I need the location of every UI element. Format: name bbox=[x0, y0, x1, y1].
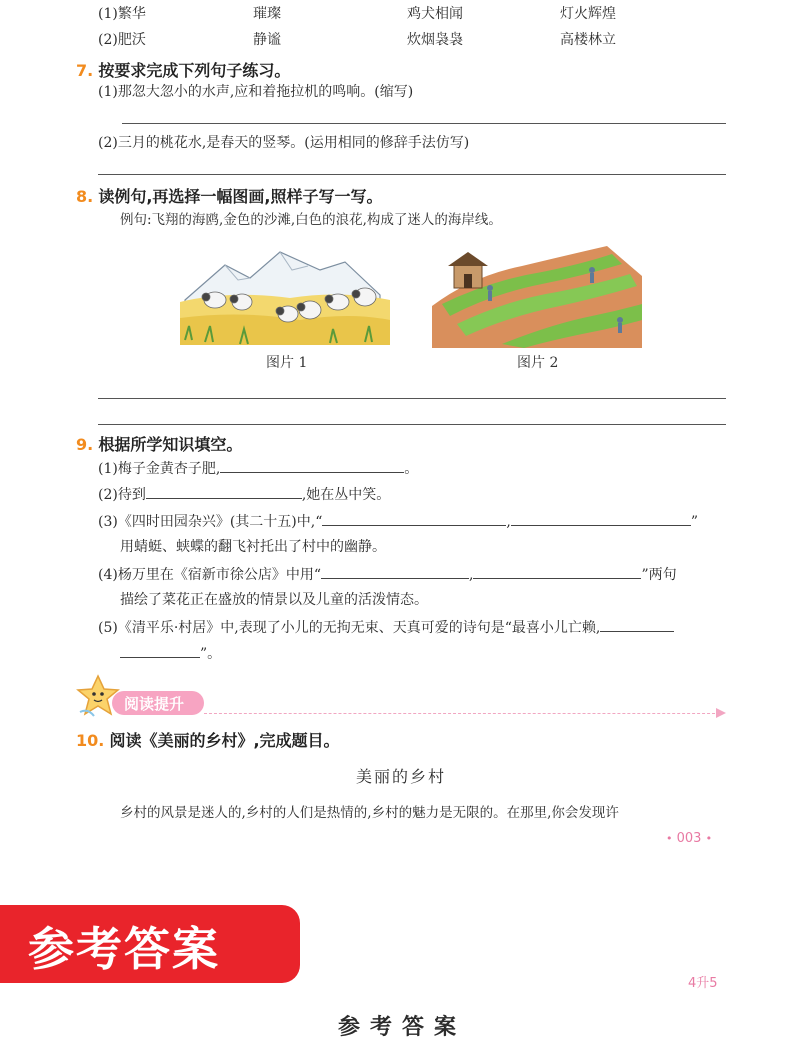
q9-number: 9. bbox=[76, 435, 94, 454]
q9-item1-end: 。 bbox=[404, 461, 419, 477]
q7-answer-line-2[interactable] bbox=[98, 174, 726, 175]
q9-item3-comma: , bbox=[506, 514, 511, 530]
q9-item3 bbox=[98, 511, 698, 532]
picture-2-caption: 图片 2 bbox=[517, 355, 559, 371]
q9-item3-blank-1[interactable] bbox=[322, 511, 506, 526]
picture-1-caption: 图片 1 bbox=[266, 355, 308, 371]
q9-item3-blank-2[interactable] bbox=[511, 511, 691, 526]
q10-title: 阅读《美丽的乡村》,完成题目。 bbox=[109, 731, 340, 750]
divider-end-triangle-icon bbox=[716, 708, 726, 718]
q8-answer-line-1[interactable] bbox=[98, 398, 726, 399]
q9-item5 bbox=[98, 617, 674, 638]
q6-row2-word2: 炊烟袅袅 bbox=[407, 32, 463, 48]
q7-heading bbox=[76, 58, 290, 81]
q7-answer-line-1[interactable] bbox=[122, 123, 726, 124]
picture-1-mountain-sheep bbox=[180, 240, 390, 345]
answer-key-badge bbox=[0, 905, 300, 983]
q9-item4-end: ”两句 bbox=[641, 567, 677, 583]
q8-title: 读例句,再选择一幅图画,照样子写一写。 bbox=[98, 187, 383, 206]
q9-item1-blank[interactable] bbox=[220, 458, 404, 473]
section-label: 阅读提升 bbox=[124, 695, 185, 713]
q6-row2-word3: 高楼林立 bbox=[560, 32, 616, 48]
footer-title: 参考答案 bbox=[338, 1015, 467, 1040]
section-label-pill bbox=[112, 691, 204, 715]
q9-item3-text: (3)《四时田园杂兴》(其二十五)中,“ bbox=[98, 514, 323, 530]
q7-number: 7. bbox=[76, 61, 94, 80]
q8-heading bbox=[76, 184, 382, 207]
q7-item2: (2)三月的桃花水,是春天的竖琴。(运用相同的修辞手法仿写) bbox=[98, 135, 470, 151]
q6-row1-word1: 璀璨 bbox=[253, 6, 281, 22]
q9-item1 bbox=[98, 458, 418, 479]
q6-row2-word1: 静谧 bbox=[253, 32, 281, 48]
q9-heading bbox=[76, 432, 242, 455]
q10-number: 10. bbox=[76, 731, 105, 750]
q6-row1-word3: 灯火辉煌 bbox=[560, 6, 616, 22]
q9-item5-end: ”。 bbox=[200, 646, 222, 662]
q9-item3-continued: 用蜻蜓、蛱蝶的翻飞衬托出了村中的幽静。 bbox=[120, 539, 386, 555]
q9-item4-continued: 描绘了菜花正在盛放的情景以及儿童的活泼情态。 bbox=[120, 592, 428, 608]
q8-number: 8. bbox=[76, 187, 94, 206]
q9-item2-text: (2)待到 bbox=[98, 487, 146, 503]
q9-title: 根据所学知识填空。 bbox=[98, 435, 243, 454]
q10-heading bbox=[76, 728, 340, 751]
q9-item2-blank[interactable] bbox=[146, 484, 302, 499]
q9-item4-blank-2[interactable] bbox=[473, 564, 641, 579]
page-number: • 003 • bbox=[666, 831, 713, 846]
q9-item5-text: (5)《清平乐·村居》中,表现了小儿的无拘无束、天真可爱的诗句是“最喜小儿亡赖, bbox=[98, 620, 601, 636]
q6-row2-label: (2)肥沃 bbox=[98, 32, 146, 48]
article-first-line: 乡村的风景是迷人的,乡村的人们是热情的,乡村的魅力是无限的。在那里,你会发现许 bbox=[120, 805, 619, 821]
q9-item5-continued bbox=[120, 643, 221, 664]
q8-example-sentence: 例句:飞翔的海鸥,金色的沙滩,白色的浪花,构成了迷人的海岸线。 bbox=[120, 212, 502, 228]
grade-label: 4升5 bbox=[688, 976, 718, 991]
page-number-text: 003 bbox=[676, 831, 702, 846]
q9-item3-quote: ” bbox=[690, 514, 698, 530]
q8-answer-line-2[interactable] bbox=[98, 424, 726, 425]
q6-row1-word2: 鸡犬相闻 bbox=[407, 6, 463, 22]
q9-item2-end: ,她在丛中笑。 bbox=[301, 487, 391, 503]
q9-item4-text: (4)杨万里在《宿新市徐公店》中用“ bbox=[98, 567, 321, 583]
q6-row1-label: (1)繁华 bbox=[98, 6, 146, 22]
article-title: 美丽的乡村 bbox=[356, 767, 447, 786]
q9-item5-blank-1[interactable] bbox=[600, 617, 674, 632]
q9-item4-comma: , bbox=[469, 567, 474, 583]
q9-item4-blank-1[interactable] bbox=[321, 564, 469, 579]
q9-item4 bbox=[98, 564, 677, 585]
q9-item5-blank-2[interactable] bbox=[120, 643, 200, 658]
section-divider bbox=[204, 713, 720, 714]
q9-item2 bbox=[98, 484, 390, 505]
q7-item1: (1)那忽大忽小的水声,应和着拖拉机的鸣响。(缩写) bbox=[98, 84, 414, 100]
picture-2-terraced-fields bbox=[432, 236, 642, 348]
answer-key-badge-text: 参考答案 bbox=[28, 922, 220, 976]
q7-title: 按要求完成下列句子练习。 bbox=[98, 61, 291, 80]
q9-item1-text: (1)梅子金黄杏子肥, bbox=[98, 461, 221, 477]
